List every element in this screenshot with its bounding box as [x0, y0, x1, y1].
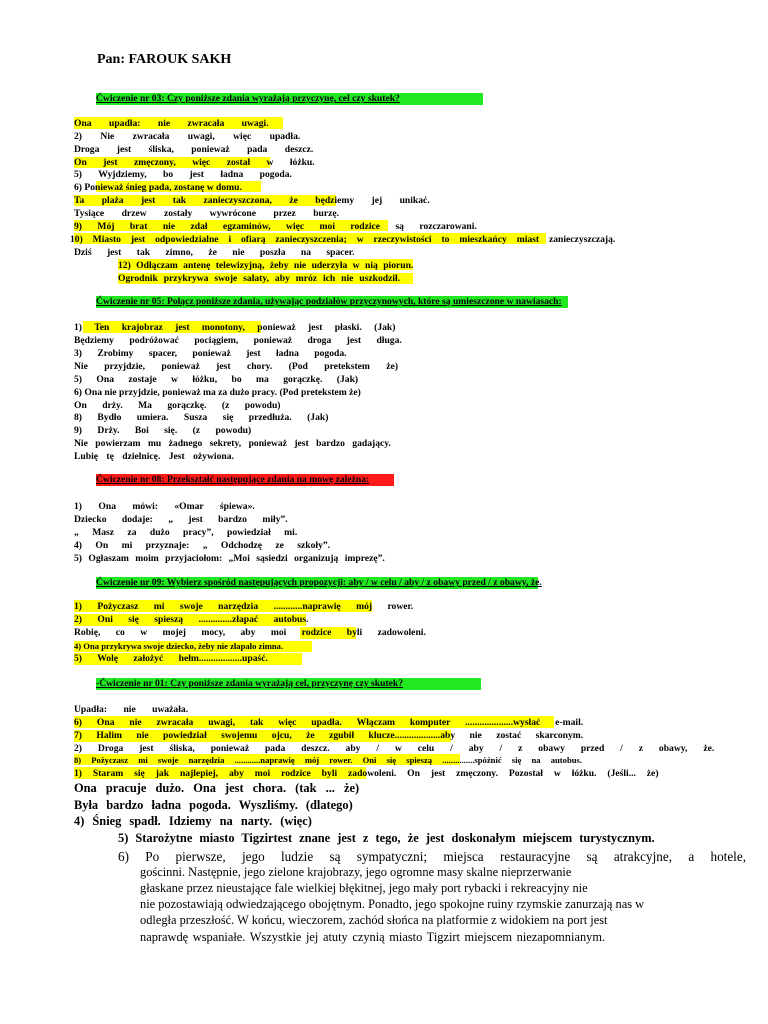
sentence-line: 1) Staram się jak najlepiej, aby moi rodzice byli zadowoleni. On jest zmęczony. Pozostał w łóżku. (Jeśli... że)	[74, 768, 659, 779]
sentence-line: „ Masz za dużo pracy”, powiedział mi.	[74, 527, 298, 538]
student-name: Pan: FAROUK SAKH	[97, 52, 232, 67]
sentence-line: Ogrodnik przykrywa swoje sałaty, aby mróz ich nie uszkodził.	[118, 273, 401, 284]
paragraph-line: nie pozostawiają odwiedzającego obojętnym. Ponadto, jego spokojne ruiny rzymskie zanurzają nas w	[140, 897, 645, 911]
sentence-line: 5) Wolę założyć hełm..................upaść.	[74, 653, 268, 664]
sentence-line-large: 4) Śnieg spadł. Idziemy na narty. (więc)	[74, 814, 312, 828]
sentence-line: 6) Ona nie przyjdzie, ponieważ ma za dużo pracy. (Pod pretekstem że)	[74, 387, 361, 398]
sentence-line: Będziemy podróżować pociągiem, ponieważ droga jest długa.	[74, 335, 402, 346]
paragraph-line: naprawdę wspaniałe. Wszystkie jej atuty czynią miasto Tigzirt miejscem niezapomnianym.	[140, 930, 606, 944]
sentence-line: 1) Pożyczasz mi swoje narzędzia ............naprawię mój rower.	[74, 601, 414, 612]
sentence-line: Tysiące drzew zostały wywrócone przez burzę.	[74, 208, 340, 219]
sentence-line: 6) Ona nie zwracała uwagi, tak więc upadła. Włączam komputer ....................wysłać e-mail.	[74, 717, 584, 728]
sentence-line: Upadła: nie uważała.	[74, 704, 189, 715]
exercise-heading-08: Ćwiczenie nr 08: Przekształć następujące zdania na mowę zależna:	[96, 474, 370, 485]
paragraph-line: odległa przeszłość. W końcu, wieczorem, zachód słońca na platformie z widokiem na port jest	[140, 913, 608, 927]
paragraph-line: 6) Po pierwsze, jego ludzie są sympatyczni; miejsca restauracyjne są atrakcyjne, a hotele,	[118, 849, 747, 864]
sentence-line: On drży. Ma gorączkę. (z powodu)	[74, 400, 281, 411]
paragraph-line: gościnni. Następnie, jego zielone krajobrazy, jego ogromne masy skalne nieprzerwanie	[140, 865, 572, 879]
sentence-line: 10) Miasto jest odpowiedzialne i ofiarą zanieczyszczenia; w rzeczywistości to mieszkańcy miast zanieczyszczają.	[70, 234, 616, 245]
exercise-heading-05: Ćwiczenie nr 05: Połącz poniższe zdania, używając podziałów przyczynowych, które są umieszczone w nawiasach:	[96, 296, 562, 307]
sentence-line: 9) Drży. Boi się. (z powodu)	[74, 425, 252, 436]
sentence-line: Robię, co w mojej mocy, aby moi rodzice byli zadowoleni.	[74, 627, 426, 638]
sentence-line: 1) Ten krajobraz jest monotony, ponieważ jest płaski. (Jak)	[74, 322, 396, 333]
sentence-line: Nie przyjdzie, ponieważ jest chory. (Pod pretekstem że)	[74, 361, 399, 372]
sentence-line: 5) Ona zostaje w łóżku, bo ma gorączkę. (Jak)	[74, 374, 359, 385]
sentence-line: 2) Oni się spieszą ..............złapać autobus.	[74, 614, 309, 625]
exercise-heading-09: Ćwiczenie nr 09: Wybierz spośród następujących propozycji: aby / w celu / aby / z obawy przed / z obawy, że.	[96, 577, 542, 588]
sentence-line: 5) Ogłaszam moim przyjaciołom: „Moi sąsiedzi organizują imprezę”.	[74, 553, 385, 564]
sentence-line: 7) Halim nie powiedział swojemu ojcu, że zgubił klucze...................aby nie zostać skarconym.	[74, 730, 584, 741]
sentence-line: 9) Mój brat nie zdał egzaminów, więc moi rodzice są rozczarowani.	[74, 221, 477, 232]
sentence-line: 4) Ona przykrywa swoje dziecko, żeby nie złapało zimna.	[74, 641, 284, 651]
sentence-line-large: Ona pracuje dużo. Ona jest chora. (tak ... że)	[74, 781, 360, 795]
sentence-line: Nie powierzam mu żadnego sekrety, ponieważ jest bardzo gadający.	[74, 438, 391, 449]
sentence-line: Dziecko dodaje: „ jest bardzo miły”.	[74, 514, 288, 525]
sentence-line: 12) Odłączam antenę telewizyjną, żeby nie uderzyła w nią piorun.	[118, 260, 414, 271]
sentence-line: 1) Ona mówi: «Omar śpiewa».	[74, 501, 255, 512]
sentence-line: 2) Nie zwracała uwagi, więc upadła.	[74, 131, 301, 142]
paragraph-line: głaskane przez nieustające fale wielkiej błękitnej, jego mały port rybacki i rekreacyjny nie	[140, 881, 588, 895]
sentence-line: 8) Bydło umiera. Susza się przedłuża. (Jak)	[74, 412, 329, 423]
sentence-line: 2) Droga jest śliska, ponieważ pada deszcz. aby / w celu / aby / z obawy przed / z obawy, że.	[74, 743, 715, 754]
sentence-line: 8) Pożyczasz mi swoje narzędzia ............naprawię mój rower. Oni się spieszą ...............spóźnić się na autobus.	[74, 755, 582, 765]
sentence-line: 6) Ponieważ śnieg pada, zostanę w domu.	[74, 182, 242, 193]
sentence-line: Ona upadła: nie zwracała uwagi.	[74, 118, 269, 129]
sentence-line: Dziś jest tak zimno, że nie poszła na spacer.	[74, 247, 355, 258]
sentence-line: Lubię tę dzielnicę. Jest ożywiona.	[74, 451, 234, 462]
sentence-line: Ta plaża jest tak zanieczyszczona, że będziemy jej unikać.	[74, 195, 430, 206]
paragraph-item-5: 5) Starożytne miasto Tigzirtest znane jest z tego, że jest doskonałym miejscem turystycznym.	[118, 831, 655, 845]
sentence-line: Droga jest śliska, ponieważ pada deszcz.	[74, 144, 314, 155]
sentence-line: On jest zmęczony, więc został w łóżku.	[74, 157, 315, 168]
exercise-heading-01: -Ćwiczenie nr 01: Czy poniższe zdania wyrażają cel, przyczynę czy skutek?	[96, 678, 404, 689]
exercise-heading-03: Ćwiczenie nr 03: Czy poniższe zdania wyrażają przyczynę, cel czy skutek?	[96, 93, 400, 104]
sentence-line: 5) Wyjdziemy, bo jest ładna pogoda.	[74, 169, 292, 180]
sentence-line-large: Była bardzo ładna pogoda. Wyszliśmy. (dlatego)	[74, 798, 353, 812]
sentence-line: 4) On mi przyznaje: „ Odchodzę ze szkoły”.	[74, 540, 331, 551]
sentence-line: 3) Zrobimy spacer, ponieważ jest ładna pogoda.	[74, 348, 347, 359]
